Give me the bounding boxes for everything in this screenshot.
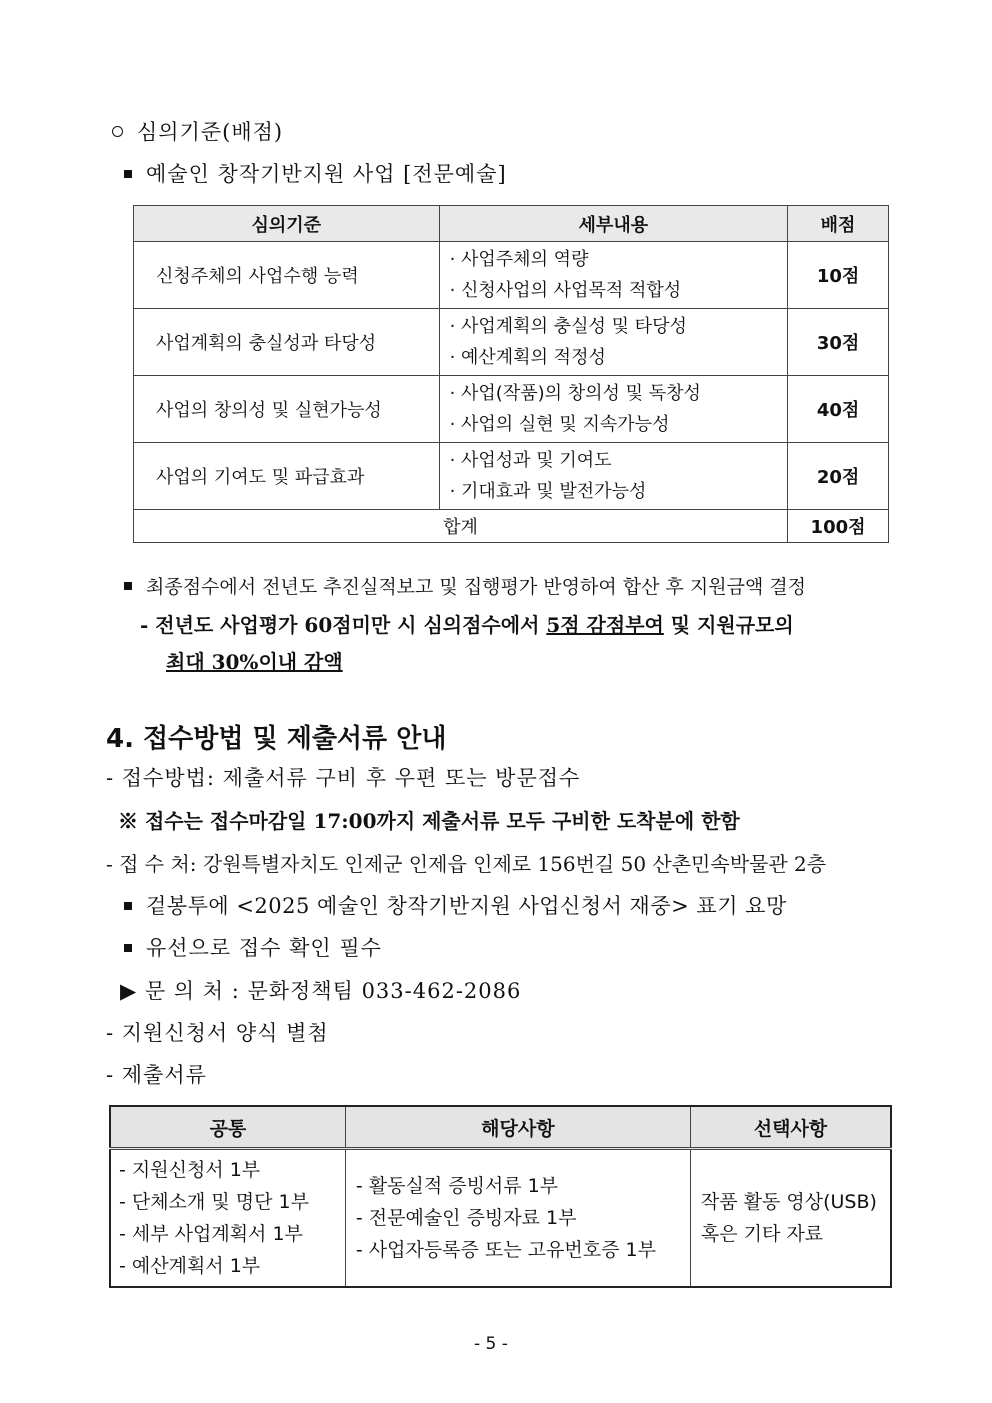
header-score: 배점: [788, 206, 889, 242]
final-score-note: 최종점수에서 전년도 추진실적보고 및 집행평가 반영하여 합산 후 지원금액 결정: [124, 572, 806, 599]
details-cell: · 사업성과 및 기여도 · 기대효과 및 발전가능성: [439, 443, 788, 510]
table-row: [134, 242, 889, 309]
common-documents-cell: - 지원신청서 1부 - 단체소개 및 명단 1부 - 세부 사업계획서 1부 - 예산계획서 1부: [110, 1149, 345, 1288]
applicable-documents-cell: - 활동실적 증빙서류 1부 - 전문예술인 증빙자료 1부 - 사업자등록증 또는 고유번호증 1부: [345, 1149, 690, 1288]
criterion-cell: 사업의 기여도 및 파급효과: [134, 443, 440, 510]
criteria-table: [133, 205, 889, 543]
square-bullet-icon: [124, 170, 132, 178]
contact-info: ▶ 문 의 처 : 문화정책팀 033-462-2086: [120, 979, 522, 1003]
section-4-title: 4. 접수방법 및 제출서류 안내: [106, 724, 447, 754]
header-optional: 선택사항: [690, 1106, 891, 1149]
details-cell: · 사업(작품)의 창의성 및 독창성 · 사업의 실현 및 지속가능성: [439, 376, 788, 443]
documents-table: [109, 1105, 892, 1288]
header-common: 공통: [110, 1106, 345, 1149]
envelope-note: 겉봉투에 <2025 예술인 창작기반지원 사업신청서 재중> 표기 요망: [124, 890, 787, 920]
penalty-note: - 전년도 사업평가 60점미만 시 심의점수에서 5점 감점부여 및 지원규모의: [140, 613, 794, 637]
square-bullet-icon: [124, 582, 132, 590]
header-applicable: 해당사항: [345, 1106, 690, 1149]
circle-bullet-icon: [112, 126, 123, 137]
details-cell: · 사업주체의 역량 · 신청사업의 사업목적 적합성: [439, 242, 788, 309]
score-cell: 10점: [788, 242, 889, 309]
optional-documents-cell: 작품 활동 영상(USB) 혹은 기타 자료: [690, 1149, 891, 1288]
criteria-heading: 심의기준(배점): [112, 116, 283, 146]
deadline-note: ※ 접수는 접수마감일 17:00까지 제출서류 모두 구비한 도착분에 한함: [118, 809, 740, 833]
program-title: 예술인 창작기반지원 사업 [전문예술]: [124, 158, 507, 188]
table-row: [110, 1149, 891, 1288]
penalty-note-cont: 최대 30%이내 감액: [166, 650, 343, 674]
score-cell: 20점: [788, 443, 889, 510]
square-bullet-icon: [124, 902, 132, 910]
submission-address: - 접 수 처: 강원특별자치도 인제군 인제읍 인제로 156번길 50 산촌민속박물관 2층: [106, 852, 827, 876]
score-cell: 30점: [788, 309, 889, 376]
table-row: [134, 443, 889, 510]
documents-table-header: [110, 1106, 891, 1149]
criteria-table-header: [134, 206, 889, 242]
criterion-cell: 사업의 창의성 및 실현가능성: [134, 376, 440, 443]
page-number: - 5 -: [474, 1334, 508, 1354]
score-cell: 40점: [788, 376, 889, 443]
square-bullet-icon: [124, 944, 132, 952]
documents-label: - 제출서류: [106, 1063, 207, 1087]
header-criteria: 심의기준: [134, 206, 440, 242]
total-score: 100점: [788, 510, 889, 543]
table-row: [134, 376, 889, 443]
phone-confirm-note: 유선으로 접수 확인 필수: [124, 932, 382, 962]
details-cell: · 사업계획의 충실성 및 타당성 · 예산계획의 적정성: [439, 309, 788, 376]
criterion-cell: 사업계획의 충실성과 타당성: [134, 309, 440, 376]
total-row: [134, 510, 889, 543]
criterion-cell: 신청주체의 사업수행 능력: [134, 242, 440, 309]
table-row: [134, 309, 889, 376]
submission-method: - 접수방법: 제출서류 구비 후 우편 또는 방문접수: [106, 766, 581, 790]
form-note: - 지원신청서 양식 별첨: [106, 1021, 329, 1045]
header-details: 세부내용: [439, 206, 788, 242]
total-label: 합계: [134, 510, 788, 543]
